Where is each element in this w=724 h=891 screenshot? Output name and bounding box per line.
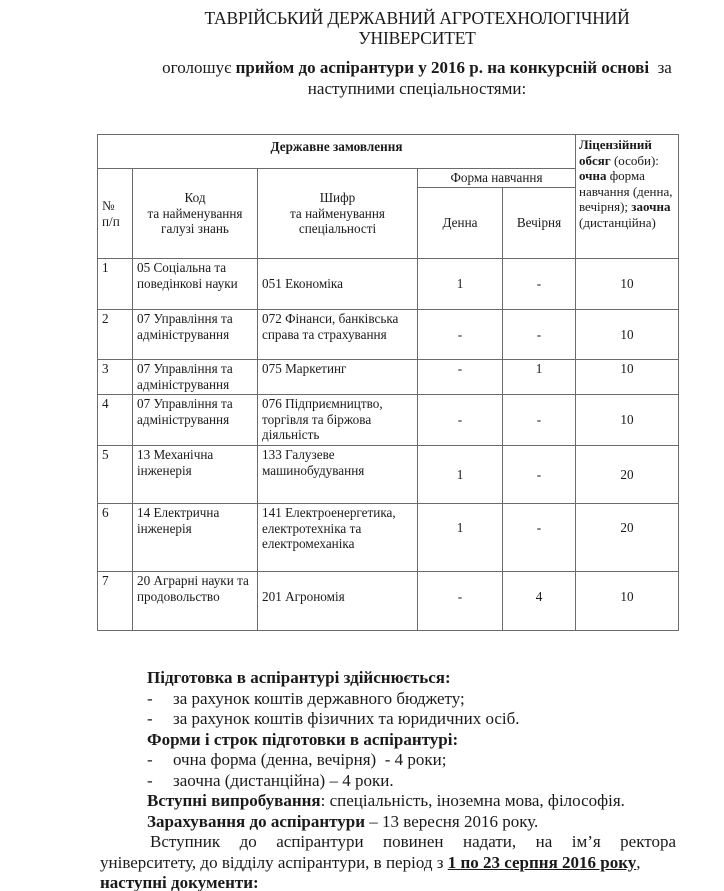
enroll-line bbox=[0, 812, 724, 833]
title-line-1: ТАВРІЙСЬКИЙ ДЕРЖАВНИЙ АГРОТЕХНОЛОГІЧНИЙ bbox=[204, 8, 630, 28]
row-license: 10 bbox=[576, 310, 679, 360]
enroll-label: Зарахування до аспірантури bbox=[147, 811, 366, 831]
col-header-spec bbox=[258, 169, 418, 259]
forms-item bbox=[0, 771, 724, 792]
evening-label: Вечірня bbox=[516, 215, 562, 231]
title-line-2: УНІВЕРСИТЕТ bbox=[358, 28, 476, 48]
row-num: 5 bbox=[98, 446, 133, 504]
row-day: 1 bbox=[418, 259, 503, 310]
license-text-1: (особи): bbox=[610, 152, 659, 168]
bullet-dash: - bbox=[147, 709, 153, 728]
row-spec: 141 Електроенергетика, електротехніка та електромеханіка bbox=[258, 504, 418, 572]
row-field: 14 Електрична інженерія bbox=[133, 504, 258, 572]
col-header-field bbox=[133, 169, 258, 259]
row-evening: 4 bbox=[503, 572, 576, 631]
table-group-header-row bbox=[98, 135, 679, 169]
col-spec-line-1: Шифр bbox=[319, 190, 356, 206]
row-num: 1 bbox=[98, 259, 133, 310]
row-day: - bbox=[418, 360, 503, 395]
col-field-line-1: Код bbox=[184, 190, 206, 206]
announce-bold: прийом до аспірантури у 2016 р. на конкурсній основі bbox=[235, 58, 650, 77]
docs-line-3: наступні документи: bbox=[100, 873, 259, 891]
funding-item bbox=[0, 709, 724, 730]
row-spec: 072 Фінанси, банківська справа та страхування bbox=[258, 310, 418, 360]
table-row bbox=[98, 259, 679, 310]
row-evening: - bbox=[503, 446, 576, 504]
funding-item-text: за рахунок коштів державного бюджету; bbox=[173, 688, 465, 708]
row-num: 7 bbox=[98, 572, 133, 631]
group-header-cell bbox=[98, 135, 576, 169]
documents-paragraph bbox=[0, 832, 724, 891]
row-field: 07 Управління та адміністрування bbox=[133, 360, 258, 395]
row-day: - bbox=[418, 572, 503, 631]
row-field: 13 Механічна інженерія bbox=[133, 446, 258, 504]
group-header-label: Державне замовлення bbox=[270, 139, 403, 154]
row-field: 20 Аграрні науки та продовольство bbox=[133, 572, 258, 631]
col-spec-line-2: та найменування спеціальності bbox=[290, 205, 385, 237]
row-num: 4 bbox=[98, 395, 133, 446]
row-num: 2 bbox=[98, 310, 133, 360]
row-license: 10 bbox=[576, 395, 679, 446]
license-bold-3: заочна bbox=[631, 199, 671, 214]
license-header-cell bbox=[576, 135, 679, 259]
announce-post: за bbox=[649, 58, 672, 77]
row-field: 07 Управління та адміністрування bbox=[133, 395, 258, 446]
forms-item-text: заочна (дистанційна) – 4 роки. bbox=[173, 770, 394, 790]
row-evening: - bbox=[503, 395, 576, 446]
row-license: 20 bbox=[576, 446, 679, 504]
row-evening: 1 bbox=[503, 360, 576, 395]
bullet-dash: - bbox=[147, 770, 153, 790]
row-spec: 076 Підприємництво, торгівля та біржова діяльність bbox=[258, 395, 418, 446]
day-label: Денна bbox=[442, 215, 478, 231]
row-num: 3 bbox=[98, 360, 133, 395]
table-row bbox=[98, 395, 679, 446]
row-evening: - bbox=[503, 310, 576, 360]
row-day: - bbox=[418, 310, 503, 360]
funding-item bbox=[0, 689, 724, 710]
docs-line-2-post: , bbox=[636, 852, 641, 872]
row-spec: 201 Агрономія bbox=[258, 572, 418, 631]
forms-item-text: очна форма (денна, вечірня) - 4 роки; bbox=[173, 750, 447, 769]
table-row bbox=[98, 572, 679, 631]
row-day: 1 bbox=[418, 446, 503, 504]
row-spec: 051 Економіка bbox=[258, 259, 418, 310]
exams-line bbox=[0, 791, 724, 812]
announce-pre: оголошує bbox=[162, 58, 236, 77]
exams-label: Вступні випробування bbox=[147, 791, 321, 810]
row-evening: - bbox=[503, 259, 576, 310]
row-field: 05 Соціальна та поведінкові науки bbox=[133, 259, 258, 310]
table-row bbox=[98, 360, 679, 395]
funding-heading: Підготовка в аспірантурі здійснюється: bbox=[147, 668, 451, 687]
row-evening: - bbox=[503, 504, 576, 572]
row-license: 10 bbox=[576, 572, 679, 631]
col-field-line-2: та найменування галузі знань bbox=[147, 205, 243, 237]
table-row bbox=[98, 310, 679, 360]
docs-line-2 bbox=[100, 853, 676, 874]
row-num: 6 bbox=[98, 504, 133, 572]
funding-item-text: за рахунок коштів фізичних та юридичних осіб. bbox=[173, 709, 520, 728]
announce-line-2: наступними спеціальностями: bbox=[307, 79, 527, 98]
announcement bbox=[0, 57, 724, 99]
license-text-2: форма навчання (денна, вечірня); bbox=[579, 168, 673, 214]
col-num-label: № п/п bbox=[102, 198, 120, 229]
enroll-text: – 13 вересня 2016 року. bbox=[365, 811, 539, 831]
license-text-3: (дистанційна) bbox=[579, 214, 656, 230]
forms-item bbox=[0, 750, 724, 771]
docs-line-1: Вступник до аспірантури повинен надати, на ім’я ректора bbox=[150, 832, 676, 851]
license-bold-2: очна bbox=[579, 168, 607, 183]
bullet-dash: - bbox=[147, 688, 153, 708]
specialties-table bbox=[97, 134, 679, 631]
row-spec: 075 Маркетинг bbox=[258, 360, 418, 395]
university-title bbox=[0, 8, 724, 48]
table-row bbox=[98, 446, 679, 504]
docs-line-2-pre: університету, до відділу аспірантури, в період з bbox=[100, 852, 448, 872]
row-day: - bbox=[418, 395, 503, 446]
table-row bbox=[98, 504, 679, 572]
exams-text: : спеціальність, іноземна мова, філософія. bbox=[320, 791, 625, 810]
row-license: 20 bbox=[576, 504, 679, 572]
bullet-dash: - bbox=[147, 750, 153, 769]
row-license: 10 bbox=[576, 259, 679, 310]
col-header-form-group bbox=[418, 169, 576, 188]
col-header-num bbox=[98, 169, 133, 259]
col-header-evening bbox=[503, 188, 576, 259]
row-spec: 133 Галузеве машинобудування bbox=[258, 446, 418, 504]
license-bold-1: Ліцензійний обсяг bbox=[579, 137, 652, 168]
row-license: 10 bbox=[576, 360, 679, 395]
form-group-label: Форма навчання bbox=[450, 170, 543, 185]
conditions-section bbox=[0, 668, 724, 891]
forms-heading: Форми і строк підготовки в аспірантурі: bbox=[147, 729, 459, 749]
row-day: 1 bbox=[418, 504, 503, 572]
docs-period: 1 по 23 серпня 2016 року bbox=[447, 852, 637, 872]
row-field: 07 Управління та адміністрування bbox=[133, 310, 258, 360]
col-header-day bbox=[418, 188, 503, 259]
